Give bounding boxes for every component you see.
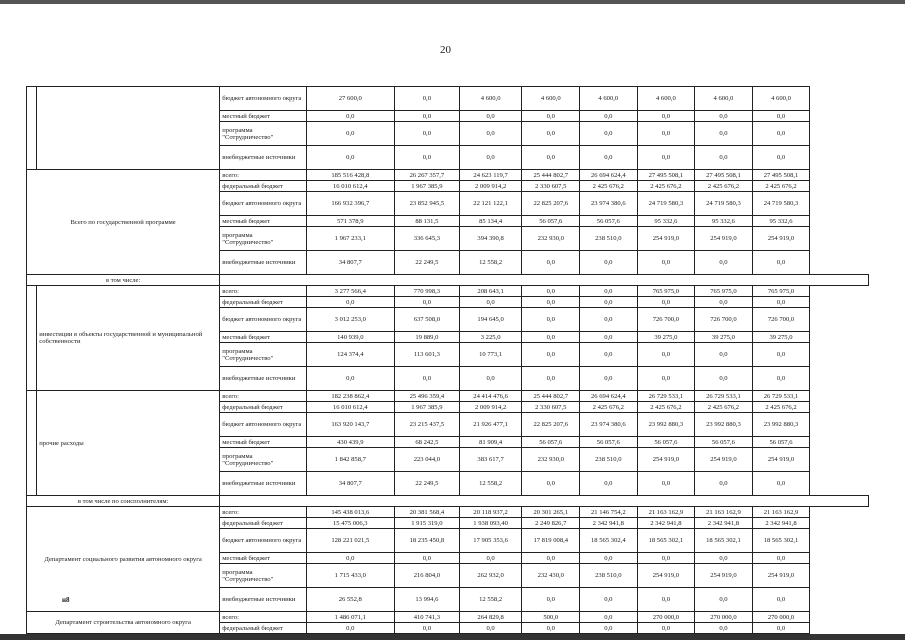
row-group-label: Департамент социального развития автономного округа [27,507,220,612]
amount-cell: 1 967 385,9 [395,181,460,192]
row-group-label: Департамент строительства автономного округа [27,612,220,634]
amount-cell: 2 342 941,8 [580,518,638,529]
amount-cell: 0,0 [695,122,753,146]
funding-source-cell: внебюджетные источники [220,472,306,496]
amount-cell: 0,0 [522,332,580,343]
amount-cell: 3 012 253,0 [306,308,394,332]
amount-cell: 0,0 [695,553,753,564]
amount-cell: 0,0 [695,146,753,170]
amount-cell: 12 558,2 [459,251,522,275]
amount-cell: 26 552,8 [306,588,394,612]
amount-cell: 163 920 143,7 [306,413,394,437]
amount-cell: 0,0 [695,251,753,275]
amount-cell: 185 516 428,8 [306,170,394,181]
table-row [27,87,869,111]
amount-cell: 0,0 [752,588,810,612]
amount-cell: 0,0 [637,146,695,170]
amount-cell: 0,0 [395,122,460,146]
amount-cell: 0,0 [459,553,522,564]
amount-cell: 0,0 [459,367,522,391]
amount-cell: 15 475 006,3 [306,518,394,529]
amount-cell: 0,0 [637,297,695,308]
amount-cell: 383 617,7 [459,448,522,472]
amount-cell: 20 118 937,2 [459,507,522,518]
amount-cell: 182 238 862,4 [306,391,394,402]
section-note-row [27,275,869,286]
amount-cell: 3 225,0 [459,332,522,343]
section-note-filler [220,496,869,507]
section-note: в том числе: [27,275,220,286]
amount-cell: 1 915 319,0 [395,518,460,529]
amount-cell: 0,0 [522,286,580,297]
row-group-spacer [27,286,37,391]
amount-cell: 0,0 [580,588,638,612]
amount-cell: 0,0 [306,553,394,564]
amount-cell: 27 495 508,1 [695,170,753,181]
funding-source-cell: бюджет автономного округа [220,529,306,553]
amount-cell: 0,0 [395,297,460,308]
amount-cell: 1 967 233,1 [306,227,394,251]
amount-cell: 124 374,4 [306,343,394,367]
funding-source-cell: программа "Сотрудничество" [220,227,306,251]
amount-cell: 19 889,0 [395,332,460,343]
amount-cell: 23 992 880,3 [637,413,695,437]
amount-cell: 17 819 008,4 [522,529,580,553]
amount-cell: 22 249,5 [395,251,460,275]
amount-cell: 194 645,0 [459,308,522,332]
amount-cell: 2 425 676,2 [752,181,810,192]
amount-cell: 2 009 914,2 [459,181,522,192]
amount-cell: 0,0 [580,553,638,564]
amount-cell: 238 510,0 [580,564,638,588]
amount-cell: 0,0 [637,472,695,496]
amount-cell: 637 508,0 [395,308,460,332]
amount-cell: 254 919,0 [695,448,753,472]
amount-cell: 0,0 [580,308,638,332]
amount-cell: 12 558,2 [459,588,522,612]
amount-cell: 0,0 [752,251,810,275]
amount-cell: 0,0 [695,343,753,367]
amount-cell: 2 249 826,7 [522,518,580,529]
amount-cell: 22 825 207,6 [522,192,580,216]
amount-cell: 26 694 624,4 [580,170,638,181]
amount-cell: 21 146 754,2 [580,507,638,518]
amount-cell: 2 342 941,8 [637,518,695,529]
amount-cell: 3 277 566,4 [306,286,394,297]
row-group-label: прочие расходы [37,391,220,496]
amount-cell: 25 444 802,7 [522,170,580,181]
amount-cell: 0,0 [522,111,580,122]
amount-cell: 0,0 [752,343,810,367]
amount-cell: 24 719 580,3 [752,192,810,216]
amount-cell: 95 332,6 [637,216,695,227]
amount-cell: 0,0 [580,343,638,367]
amount-cell: 24 719 580,3 [637,192,695,216]
amount-cell: 1 842 858,7 [306,448,394,472]
amount-cell: 0,0 [637,122,695,146]
funding-source-cell: внебюджетные источники [220,588,306,612]
amount-cell: 2 425 676,2 [637,181,695,192]
amount-cell: 18 565 302,1 [752,529,810,553]
funding-source-cell: федеральный бюджет [220,181,306,192]
amount-cell: 16 010 612,4 [306,402,394,413]
amount-cell: 13 994,6 [395,588,460,612]
amount-cell: 0,0 [752,367,810,391]
section-note: в том числе по соисполнителям: [27,496,220,507]
amount-cell: 0,0 [752,122,810,146]
amount-cell: 2 330 607,5 [522,181,580,192]
amount-cell: 2 425 676,2 [695,402,753,413]
amount-cell: 56 057,6 [580,437,638,448]
amount-cell: 726 700,0 [752,308,810,332]
amount-cell: 270 000,0 [695,612,753,623]
amount-cell: 23 992 880,3 [752,413,810,437]
table-row [27,507,869,518]
funding-source-cell: местный бюджет [220,216,306,227]
amount-cell: 726 700,0 [695,308,753,332]
row-group-spacer [27,391,37,496]
amount-cell: 430 439,9 [306,437,394,448]
amount-cell: 0,0 [752,553,810,564]
amount-cell: 2 342 941,8 [695,518,753,529]
amount-cell: 2 425 676,2 [752,402,810,413]
amount-cell: 0,0 [306,367,394,391]
amount-cell: 2 009 914,2 [459,402,522,413]
amount-cell: 254 919,0 [637,564,695,588]
amount-cell: 17 905 353,6 [459,529,522,553]
table-row [27,391,869,402]
amount-cell: 22 121 122,1 [459,192,522,216]
amount-cell: 27 495 508,1 [752,170,810,181]
amount-cell: 18 235 450,8 [395,529,460,553]
amount-cell: 0,0 [395,553,460,564]
amount-cell: 0,0 [522,251,580,275]
amount-cell: 0,0 [395,87,460,111]
amount-cell: 4 600,0 [580,87,638,111]
amount-cell: 24 719 580,3 [695,192,753,216]
table-row [27,170,869,181]
amount-cell: 95 332,6 [752,216,810,227]
amount-cell: 16 010 612,4 [306,181,394,192]
amount-cell: 145 438 013,6 [306,507,394,518]
amount-cell: 0,0 [306,111,394,122]
amount-cell: 0,0 [459,297,522,308]
amount-cell: 27 495 508,1 [637,170,695,181]
amount-cell: 27 600,0 [306,87,394,111]
amount-cell: 765 975,0 [695,286,753,297]
funding-source-cell: всего: [220,170,306,181]
amount-cell: 0,0 [522,308,580,332]
amount-cell: 85 134,4 [459,216,522,227]
amount-cell: 39 275,0 [637,332,695,343]
amount-cell: 0,0 [522,472,580,496]
amount-cell: 0,0 [522,553,580,564]
amount-cell: 0,0 [637,343,695,367]
amount-cell: 0,0 [580,472,638,496]
amount-cell: 56 057,6 [695,437,753,448]
amount-cell: 571 378,9 [306,216,394,227]
section-note-filler [220,275,869,286]
amount-cell: 0,0 [752,111,810,122]
table-row [27,286,869,297]
amount-cell: 12 558,2 [459,472,522,496]
amount-cell: 0,0 [637,623,695,634]
amount-cell: 1 938 093,40 [459,518,522,529]
amount-cell: 254 919,0 [637,227,695,251]
funding-source-cell: федеральный бюджет [220,297,306,308]
page-number: 20 [440,44,451,56]
amount-cell: 56 057,6 [637,437,695,448]
amount-cell: 0,0 [637,111,695,122]
amount-cell: 21 163 162,9 [752,507,810,518]
amount-cell: 113 601,3 [395,343,460,367]
amount-cell: 254 919,0 [752,227,810,251]
row-group-label: инвестиции в объекты государственной и муниципальной собственности [37,286,220,391]
amount-cell: 2 425 676,2 [580,181,638,192]
amount-cell: 24 414 476,6 [459,391,522,402]
amount-cell: 0,0 [395,146,460,170]
funding-source-cell: всего: [220,391,306,402]
funding-source-cell: местный бюджет [220,553,306,564]
amount-cell: 23 852 945,5 [395,192,460,216]
amount-cell: 254 919,0 [752,564,810,588]
amount-cell: 0,0 [395,623,460,634]
amount-cell: 238 510,0 [580,448,638,472]
amount-cell: 2 425 676,2 [580,402,638,413]
amount-cell: 0,0 [459,623,522,634]
amount-cell: 34 807,7 [306,251,394,275]
funding-source-cell: бюджет автономного округа [220,308,306,332]
amount-cell: 18 565 302,4 [580,529,638,553]
amount-cell: 88 131,5 [395,216,460,227]
amount-cell: 56 057,6 [522,216,580,227]
amount-cell: 0,0 [459,146,522,170]
amount-cell: 232 430,0 [522,564,580,588]
amount-cell: 264 829,8 [459,612,522,623]
amount-cell: 140 939,0 [306,332,394,343]
section-note-row [27,496,869,507]
amount-cell: 23 974 380,6 [580,413,638,437]
amount-cell: 0,0 [752,146,810,170]
amount-cell: 0,0 [752,297,810,308]
amount-cell: 23 974 380,6 [580,192,638,216]
funding-source-cell: местный бюджет [220,437,306,448]
row-group-label: Всего по государственной программе [27,170,220,275]
amount-cell: 0,0 [580,367,638,391]
amount-cell: 0,0 [580,623,638,634]
amount-cell: 25 496 359,4 [395,391,460,402]
amount-cell: 0,0 [522,343,580,367]
amount-cell: 0,0 [522,297,580,308]
amount-cell: 26 729 533,1 [637,391,695,402]
budget-table-body [27,87,869,634]
amount-cell: 0,0 [580,332,638,343]
amount-cell: 0,0 [695,588,753,612]
amount-cell: 270 000,0 [752,612,810,623]
funding-source-cell: бюджет автономного округа [220,192,306,216]
amount-cell: 39 275,0 [752,332,810,343]
amount-cell: 4 600,0 [522,87,580,111]
amount-cell: 336 645,3 [395,227,460,251]
amount-cell: 270 000,0 [637,612,695,623]
scan-edge-bottom [0,634,905,640]
amount-cell: 56 057,6 [752,437,810,448]
amount-cell: 68 242,5 [395,437,460,448]
amount-cell: 20 301 265,1 [522,507,580,518]
scan-edge-top [0,0,905,4]
amount-cell: 0,0 [637,367,695,391]
amount-cell: 254 919,0 [695,564,753,588]
amount-cell: 0,0 [580,111,638,122]
amount-cell: 765 975,0 [637,286,695,297]
amount-cell: 0,0 [580,286,638,297]
amount-cell: 0,0 [580,612,638,623]
amount-cell: 0,0 [395,111,460,122]
amount-cell: 21 163 162,9 [637,507,695,518]
amount-cell: 0,0 [306,146,394,170]
amount-cell: 20 381 568,4 [395,507,460,518]
amount-cell: 770 998,3 [395,286,460,297]
amount-cell: 23 992 880,3 [695,413,753,437]
amount-cell: 0,0 [695,623,753,634]
funding-source-cell: бюджет автономного округа [220,87,306,111]
amount-cell: 0,0 [522,122,580,146]
amount-cell: 0,0 [637,251,695,275]
row-group-spacer [27,87,37,170]
amount-cell: 2 425 676,2 [695,181,753,192]
budget-table [26,86,869,634]
amount-cell: 0,0 [306,122,394,146]
funding-source-cell: программа "Сотрудничество" [220,564,306,588]
funding-source-cell: всего: [220,612,306,623]
amount-cell: 4 600,0 [695,87,753,111]
amount-cell: 4 600,0 [459,87,522,111]
amount-cell: 0,0 [522,146,580,170]
amount-cell: 24 623 119,7 [459,170,522,181]
amount-cell: 2 342 941,8 [752,518,810,529]
amount-cell: 128 221 021,5 [306,529,394,553]
amount-cell: 4 600,0 [637,87,695,111]
amount-cell: 223 044,0 [395,448,460,472]
amount-cell: 34 807,7 [306,472,394,496]
amount-cell: 0,0 [752,472,810,496]
funding-source-cell: внебюджетные источники [220,146,306,170]
amount-cell: 0,0 [580,297,638,308]
amount-cell: 25 444 802,7 [522,391,580,402]
funding-source-cell: всего: [220,286,306,297]
amount-cell: 0,0 [695,472,753,496]
amount-cell: 254 919,0 [752,448,810,472]
amount-cell: 0,0 [580,146,638,170]
amount-cell: 0,0 [522,588,580,612]
amount-cell: 2 330 607,5 [522,402,580,413]
funding-source-cell: программа "Сотрудничество" [220,122,306,146]
amount-cell: 26 729 533,1 [695,391,753,402]
amount-cell: 0,0 [522,623,580,634]
amount-cell: 95 332,6 [695,216,753,227]
amount-cell: 18 565 302,1 [695,529,753,553]
amount-cell: 410 741,3 [395,612,460,623]
amount-cell: 238 510,0 [580,227,638,251]
funding-source-cell: программа "Сотрудничество" [220,343,306,367]
amount-cell: 81 909,4 [459,437,522,448]
amount-cell: 0,0 [695,297,753,308]
amount-cell: 0,0 [580,122,638,146]
amount-cell: 56 057,6 [522,437,580,448]
amount-cell: 0,0 [459,111,522,122]
amount-cell: 0,0 [522,367,580,391]
amount-cell: 216 804,0 [395,564,460,588]
amount-cell: 0,0 [637,553,695,564]
amount-cell: 232 930,0 [522,448,580,472]
amount-cell: 254 919,0 [637,448,695,472]
amount-cell: 232 930,0 [522,227,580,251]
funding-source-cell: федеральный бюджет [220,402,306,413]
amount-cell: 0,0 [637,588,695,612]
funding-source-cell: всего: [220,507,306,518]
funding-source-cell: внебюджетные источники [220,251,306,275]
funding-source-cell: федеральный бюджет [220,518,306,529]
amount-cell: 4 600,0 [752,87,810,111]
funding-source-cell: бюджет автономного округа [220,413,306,437]
row-group-label [37,87,220,170]
footer-mark: н8 [62,596,70,604]
amount-cell: 166 932 396,7 [306,192,394,216]
amount-cell: 21 926 477,1 [459,413,522,437]
funding-source-cell: местный бюджет [220,332,306,343]
amount-cell: 1 715 433,0 [306,564,394,588]
amount-cell: 1 967 385,9 [395,402,460,413]
funding-source-cell: внебюджетные источники [220,367,306,391]
amount-cell: 22 249,5 [395,472,460,496]
amount-cell: 22 825 207,6 [522,413,580,437]
amount-cell: 26 267 357,7 [395,170,460,181]
amount-cell: 0,0 [459,122,522,146]
amount-cell: 0,0 [752,623,810,634]
amount-cell: 39 275,0 [695,332,753,343]
amount-cell: 2 425 676,2 [637,402,695,413]
amount-cell: 26 694 624,4 [580,391,638,402]
funding-source-cell: местный бюджет [220,111,306,122]
amount-cell: 394 390,8 [459,227,522,251]
funding-source-cell: программа "Сотрудничество" [220,448,306,472]
amount-cell: 500,0 [522,612,580,623]
amount-cell: 0,0 [306,297,394,308]
amount-cell: 765 975,0 [752,286,810,297]
amount-cell: 262 932,0 [459,564,522,588]
amount-cell: 18 565 302,1 [637,529,695,553]
amount-cell: 1 486 071,1 [306,612,394,623]
amount-cell: 0,0 [695,367,753,391]
table-row [27,612,869,623]
amount-cell: 56 057,6 [580,216,638,227]
amount-cell: 0,0 [395,367,460,391]
amount-cell: 0,0 [580,251,638,275]
funding-source-cell: федеральный бюджет [220,623,306,634]
amount-cell: 208 643,1 [459,286,522,297]
amount-cell: 0,0 [306,623,394,634]
amount-cell: 21 163 162,9 [695,507,753,518]
amount-cell: 23 215 437,5 [395,413,460,437]
amount-cell: 0,0 [695,111,753,122]
amount-cell: 726 700,0 [637,308,695,332]
amount-cell: 254 919,0 [695,227,753,251]
amount-cell: 26 729 533,1 [752,391,810,402]
amount-cell: 10 773,1 [459,343,522,367]
